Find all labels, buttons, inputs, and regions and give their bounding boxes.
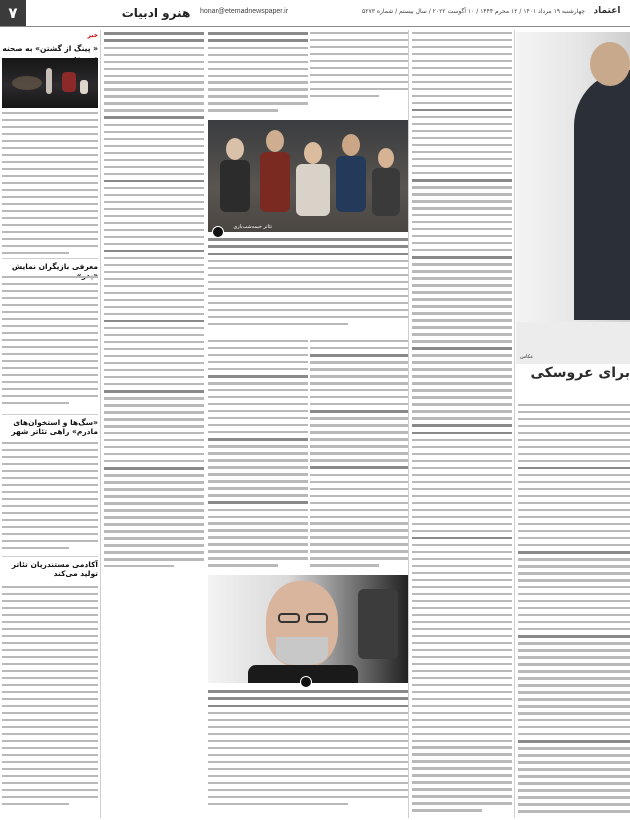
section-email[interactable]: honar@etemadnewspaper.ir <box>200 8 289 15</box>
interview-column-2-top <box>208 32 308 118</box>
interview-column-1 <box>104 32 204 588</box>
story2-headline: معرفی بازیگران نمایش <box>11 262 98 271</box>
interview-column-4 <box>412 32 512 816</box>
group-photo-caption: تئاتر خیمه‌شب‌بازی <box>233 224 272 230</box>
page-number: ۷ <box>0 0 26 26</box>
photo-badge <box>300 676 312 688</box>
story2-body <box>2 276 98 414</box>
group-photo <box>208 120 408 232</box>
divider <box>2 414 98 415</box>
portrait-caption-block <box>208 690 408 816</box>
interview-column-3-top <box>310 32 408 118</box>
story4-headline: آکادمی مستندریان تئاتر تولید می‌کند <box>11 560 98 578</box>
section-title: هنرو ادبیات <box>121 6 191 20</box>
page-header <box>0 0 630 26</box>
left-kicker <box>2 32 98 42</box>
story4-body <box>2 586 98 816</box>
column-rule <box>514 30 515 818</box>
column-rule <box>100 30 101 818</box>
story3-headline: «سگ‌ها و استخوان‌های مادرم» راهی تئاتر شهر <box>11 418 98 436</box>
divider <box>2 258 98 259</box>
story3-body <box>2 442 98 554</box>
interview-answer-block <box>208 238 408 334</box>
story1-body <box>2 112 98 260</box>
story1-headline: « پینگ از گشتن» به صحنه <box>2 44 98 53</box>
stage-photo <box>2 58 98 108</box>
photo-badge <box>212 226 224 238</box>
newspaper-logo: اعتماد <box>593 6 621 16</box>
kicker-label: خبر <box>87 32 98 39</box>
portrait-photo <box>208 575 408 683</box>
feature-photo <box>516 32 630 364</box>
feature-photo-credit: عکاس <box>520 354 534 360</box>
column-rule <box>408 30 409 818</box>
interview-column-2 <box>208 340 308 572</box>
feature-body <box>518 404 630 816</box>
feature-headline: برای عروسکی <box>530 365 630 381</box>
interview-column-3 <box>310 340 408 572</box>
header-rule <box>0 26 630 27</box>
date-line: چهارشنبه ۱۹ مرداد ۱۴۰۱ / ۱۲ محرم ۱۴۴۴ / ۱۰ آگوست ۲۰۲۲ / سال بیستم / شماره ۵۲۷۳ <box>362 8 585 15</box>
divider <box>2 556 98 557</box>
